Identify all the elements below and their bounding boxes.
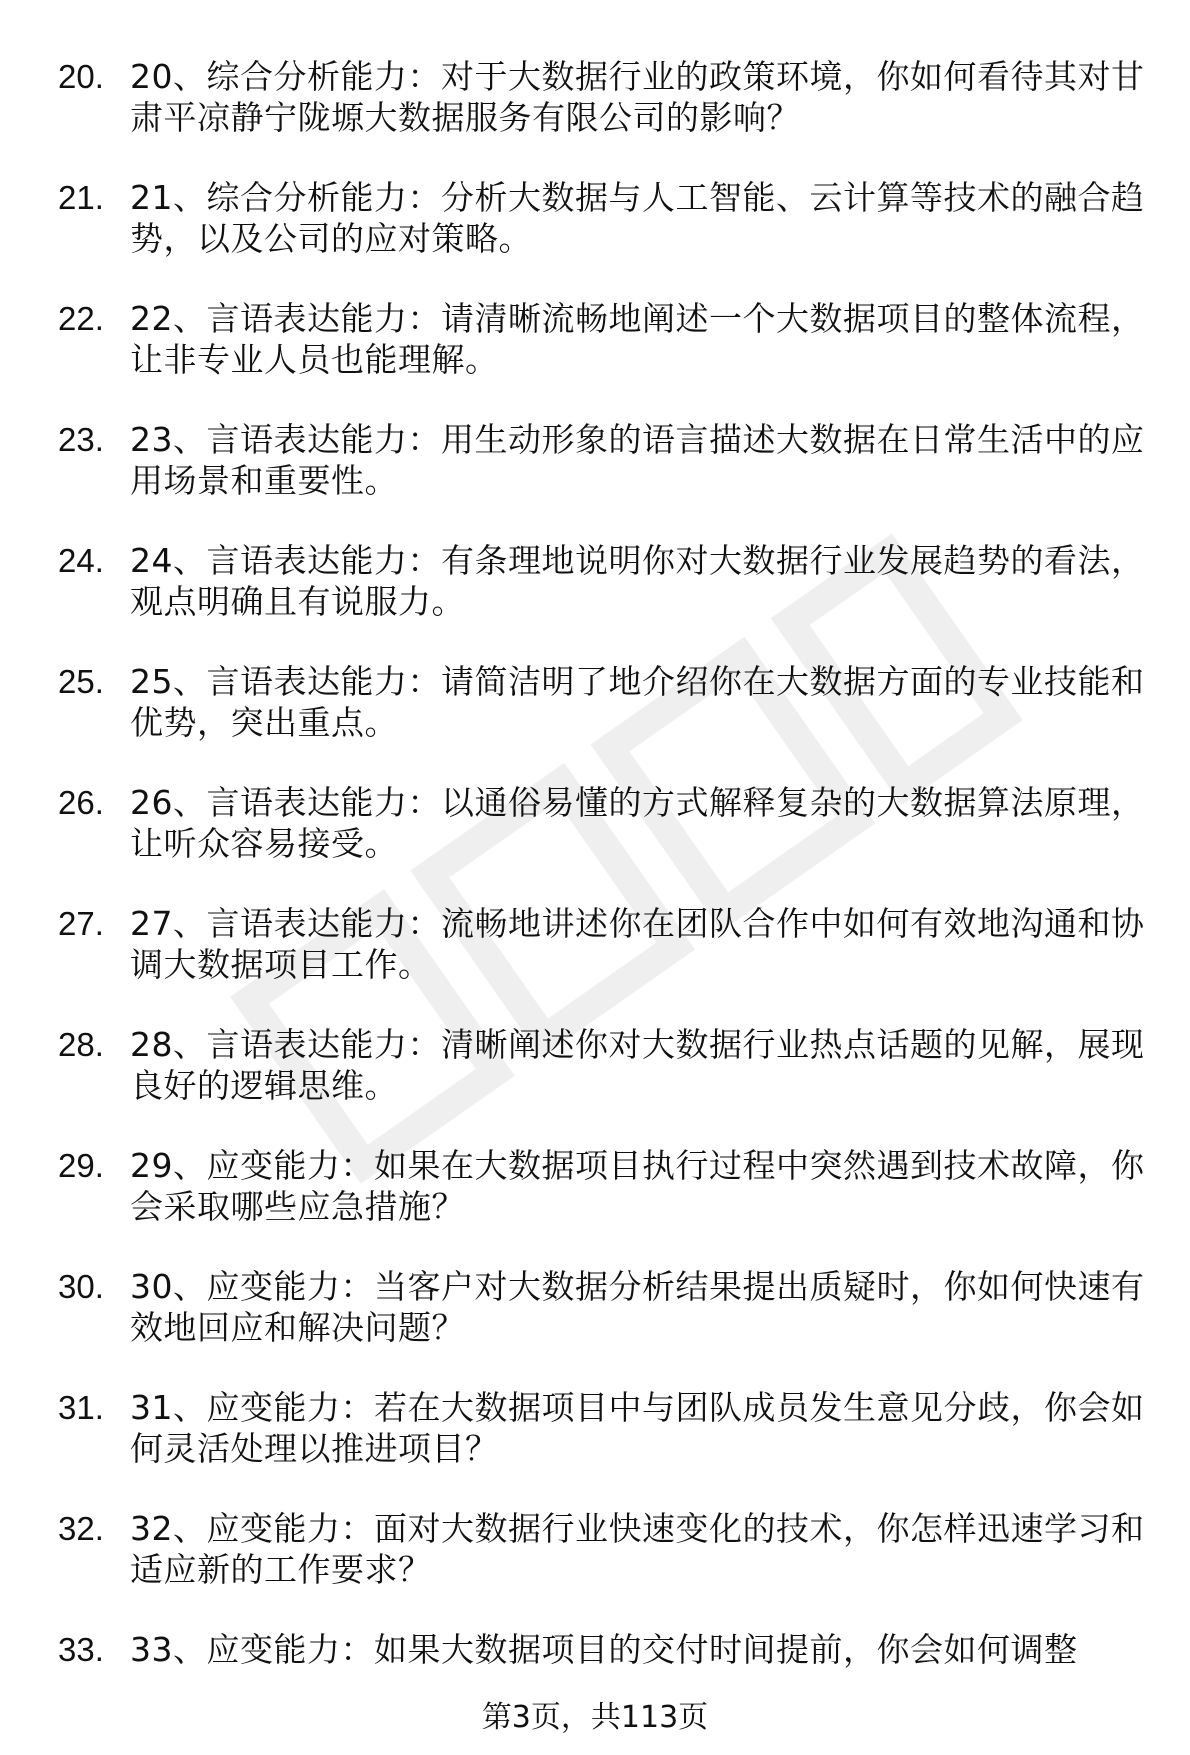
item-number: 30. xyxy=(58,1268,104,1305)
item-number: 28. xyxy=(58,1026,104,1063)
list-item xyxy=(58,298,1158,380)
question-list xyxy=(58,56,1158,1709)
item-number: 22. xyxy=(58,300,104,337)
item-text: 27、言语表达能力：流畅地讲述你在团队合作中如何有效地沟通和协调大数据项目工作。 xyxy=(130,904,1145,984)
item-number: 21. xyxy=(58,179,104,216)
item-text: 22、言语表达能力：请清晰流畅地阐述一个大数据项目的整体流程，让非专业人员也能理解。 xyxy=(130,299,1145,379)
item-number: 24. xyxy=(58,542,104,579)
list-item xyxy=(58,782,1158,864)
item-number: 32. xyxy=(58,1510,104,1547)
list-item xyxy=(58,540,1158,622)
item-number: 20. xyxy=(58,58,104,95)
item-text: 29、应变能力：如果在大数据项目执行过程中突然遇到技术故障，你会采取哪些应急措施？ xyxy=(130,1146,1145,1226)
list-item xyxy=(58,1145,1158,1227)
item-number: 29. xyxy=(58,1147,104,1184)
list-item xyxy=(58,1266,1158,1348)
list-item xyxy=(58,903,1158,985)
item-text: 21、综合分析能力：分析大数据与人工智能、云计算等技术的融合趋势，以及公司的应对策略。 xyxy=(130,178,1145,258)
item-text: 20、综合分析能力：对于大数据行业的政策环境，你如何看待其对甘肃平凉静宁陇塬大数据服务有限公司的影响？ xyxy=(130,57,1145,137)
item-number: 31. xyxy=(58,1389,104,1426)
list-item xyxy=(58,1508,1158,1590)
list-item xyxy=(58,1387,1158,1469)
item-text: 23、言语表达能力：用生动形象的语言描述大数据在日常生活中的应用场景和重要性。 xyxy=(130,420,1145,500)
item-text: 30、应变能力：当客户对大数据分析结果提出质疑时，你如何快速有效地回应和解决问题？ xyxy=(130,1267,1145,1347)
item-number: 23. xyxy=(58,421,104,458)
list-item xyxy=(58,56,1158,138)
item-number: 25. xyxy=(58,663,104,700)
list-item xyxy=(58,177,1158,259)
item-number: 27. xyxy=(58,905,104,942)
item-text: 32、应变能力：面对大数据行业快速变化的技术，你怎样迅速学习和适应新的工作要求？ xyxy=(130,1509,1145,1589)
item-text: 25、言语表达能力：请简洁明了地介绍你在大数据方面的专业技能和优势，突出重点。 xyxy=(130,662,1145,742)
list-item xyxy=(58,1629,1158,1670)
list-item xyxy=(58,419,1158,501)
item-text: 33、应变能力：如果大数据项目的交付时间提前，你会如何调整 xyxy=(130,1630,1078,1669)
item-text: 28、言语表达能力：清晰阐述你对大数据行业热点话题的见解，展现良好的逻辑思维。 xyxy=(130,1025,1145,1105)
item-text: 26、言语表达能力：以通俗易懂的方式解释复杂的大数据算法原理，让听众容易接受。 xyxy=(130,783,1145,863)
item-text: 31、应变能力：若在大数据项目中与团队成员发生意见分歧，你会如何灵活处理以推进项目？ xyxy=(130,1388,1145,1468)
item-text: 24、言语表达能力：有条理地说明你对大数据行业发展趋势的看法，观点明确且有说服力。 xyxy=(130,541,1145,621)
list-item xyxy=(58,1024,1158,1106)
page-footer: 第3页，共113页 xyxy=(481,1700,709,1735)
item-number: 33. xyxy=(58,1631,104,1668)
item-number: 26. xyxy=(58,784,104,821)
list-item xyxy=(58,661,1158,743)
